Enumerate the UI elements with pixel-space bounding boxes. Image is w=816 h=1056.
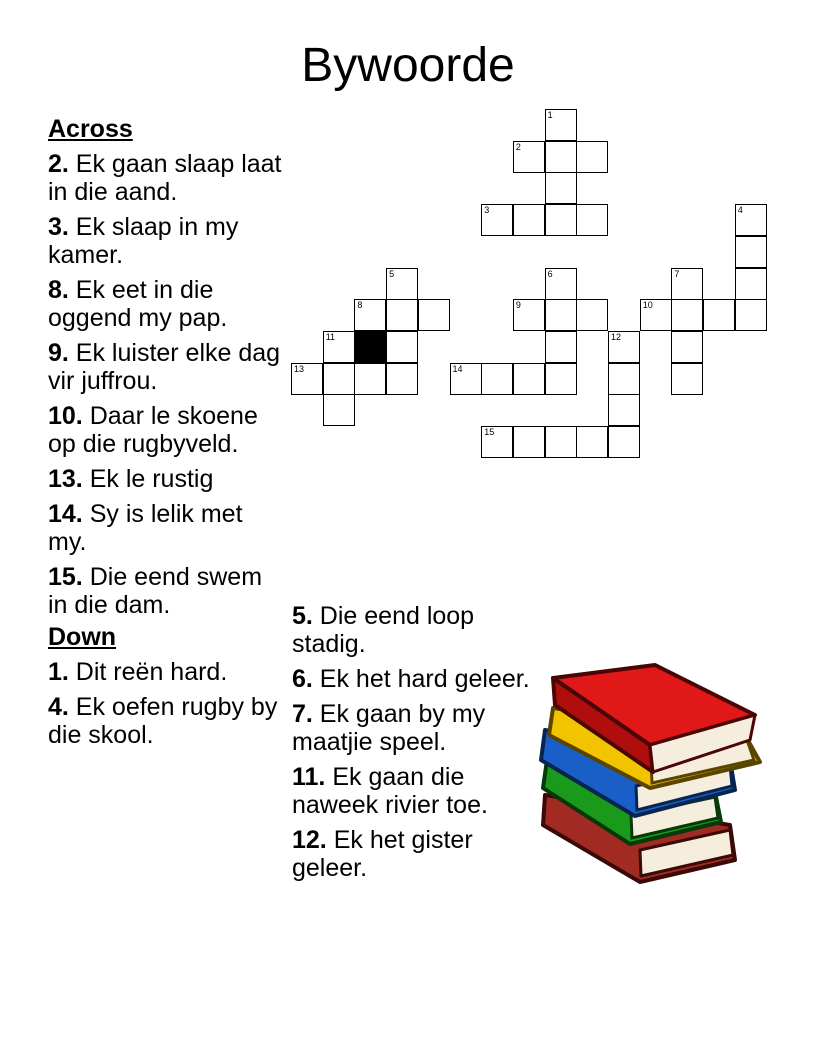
grid-cell[interactable] (481, 363, 513, 395)
grid-cell[interactable] (386, 268, 418, 300)
grid-cell[interactable] (513, 363, 545, 395)
grid-cell[interactable] (386, 363, 418, 395)
grid-cell[interactable] (608, 331, 640, 363)
grid-cell[interactable] (545, 268, 577, 300)
grid-cell[interactable] (513, 426, 545, 458)
grid-cell-number: 11 (325, 331, 336, 342)
grid-cell[interactable] (323, 331, 355, 363)
grid-cell[interactable] (735, 204, 767, 236)
clue-across-9: 9. Ek luister elke dag vir juffrou. (48, 339, 281, 395)
grid-cell[interactable] (354, 299, 386, 331)
grid-cell[interactable] (735, 236, 767, 268)
grid-cell-number: 4 (737, 205, 743, 216)
clue-across-10: 10. Daar le skoene op die rugbyveld. (48, 402, 258, 458)
grid-cell-number: 3 (484, 205, 490, 216)
page-title: Bywoorde (301, 39, 515, 92)
grid-cell[interactable] (354, 363, 386, 395)
grid-cell[interactable] (735, 268, 767, 300)
grid-cell[interactable] (545, 426, 577, 458)
grid-cell-number: 7 (674, 268, 680, 279)
clue-across-15: 15. Die eend swem in die dam. (48, 563, 263, 619)
clue-across-13: 13. Ek le rustig (48, 465, 214, 493)
down-heading: Down (48, 623, 117, 651)
grid-cell[interactable] (576, 141, 608, 173)
grid-cell[interactable] (671, 268, 703, 300)
grid-cell-number: 13 (294, 363, 305, 374)
grid-cell[interactable] (671, 299, 703, 331)
grid-cell[interactable] (608, 426, 640, 458)
grid-cell[interactable] (545, 363, 577, 395)
grid-cell[interactable] (545, 299, 577, 331)
clue-down-5: 5. Die eend loop stadig. (292, 602, 475, 658)
grid-cell[interactable] (513, 299, 545, 331)
grid-cell[interactable] (576, 299, 608, 331)
grid-cell[interactable] (671, 363, 703, 395)
grid-cell[interactable] (671, 331, 703, 363)
grid-cell[interactable] (386, 331, 418, 363)
grid-cell[interactable] (576, 426, 608, 458)
clue-across-2: 2. Ek gaan slaap laat in die aand. (48, 150, 282, 206)
grid-cell[interactable] (513, 204, 545, 236)
clue-across-14: 14. Sy is lelik met my. (48, 500, 243, 556)
grid-cell[interactable] (545, 109, 577, 141)
grid-cell-number: 6 (547, 268, 553, 279)
across-clues (48, 115, 283, 756)
clue-across-3: 3. Ek slaap in my kamer. (48, 213, 239, 269)
grid-cell[interactable] (703, 299, 735, 331)
grid-cell[interactable] (450, 363, 482, 395)
clue-down-12: 12. Ek het gister geleer. (292, 826, 473, 882)
grid-cell[interactable] (418, 299, 450, 331)
grid-cell[interactable] (545, 172, 577, 204)
grid-cell-number: 8 (357, 300, 363, 311)
grid-cell-number: 2 (515, 141, 521, 152)
grid-cell[interactable] (323, 394, 355, 426)
grid-cell-black (354, 331, 386, 363)
grid-cell[interactable] (545, 331, 577, 363)
clue-down-7: 7. Ek gaan by my maatjie speel. (292, 700, 486, 756)
grid-cell[interactable] (608, 394, 640, 426)
grid-cell-number: 14 (452, 363, 463, 374)
clue-across-8: 8. Ek eet in die oggend my pap. (48, 276, 228, 332)
grid-cell-number: 10 (642, 300, 653, 311)
down-clues-continued (292, 602, 532, 889)
grid-cell[interactable] (640, 299, 672, 331)
grid-cell-number: 5 (389, 268, 395, 279)
grid-cell[interactable] (481, 204, 513, 236)
grid-cell[interactable] (576, 204, 608, 236)
grid-cell[interactable] (481, 426, 513, 458)
grid-cell[interactable] (291, 363, 323, 395)
grid-cell[interactable] (735, 299, 767, 331)
grid-cell-number: 9 (515, 300, 521, 311)
clue-down-1: 1. Dit reën hard. (48, 658, 228, 686)
grid-cell-number: 12 (611, 331, 622, 342)
grid-cell[interactable] (386, 299, 418, 331)
grid-cell[interactable] (545, 141, 577, 173)
grid-cell[interactable] (608, 363, 640, 395)
grid-cell-number: 15 (484, 427, 495, 437)
stack-of-books-icon (535, 660, 765, 890)
clue-down-11: 11. Ek gaan die naweek rivier toe. (292, 763, 488, 819)
grid-cell[interactable] (545, 204, 577, 236)
clue-down-4: 4. Ek oefen rugby by die skool. (48, 693, 278, 749)
grid-cell[interactable] (323, 363, 355, 395)
grid-cell[interactable] (513, 141, 545, 173)
grid-cell-number: 1 (547, 110, 553, 120)
across-heading: Across (48, 115, 133, 143)
clue-down-6: 6. Ek het hard geleer. (292, 665, 530, 693)
